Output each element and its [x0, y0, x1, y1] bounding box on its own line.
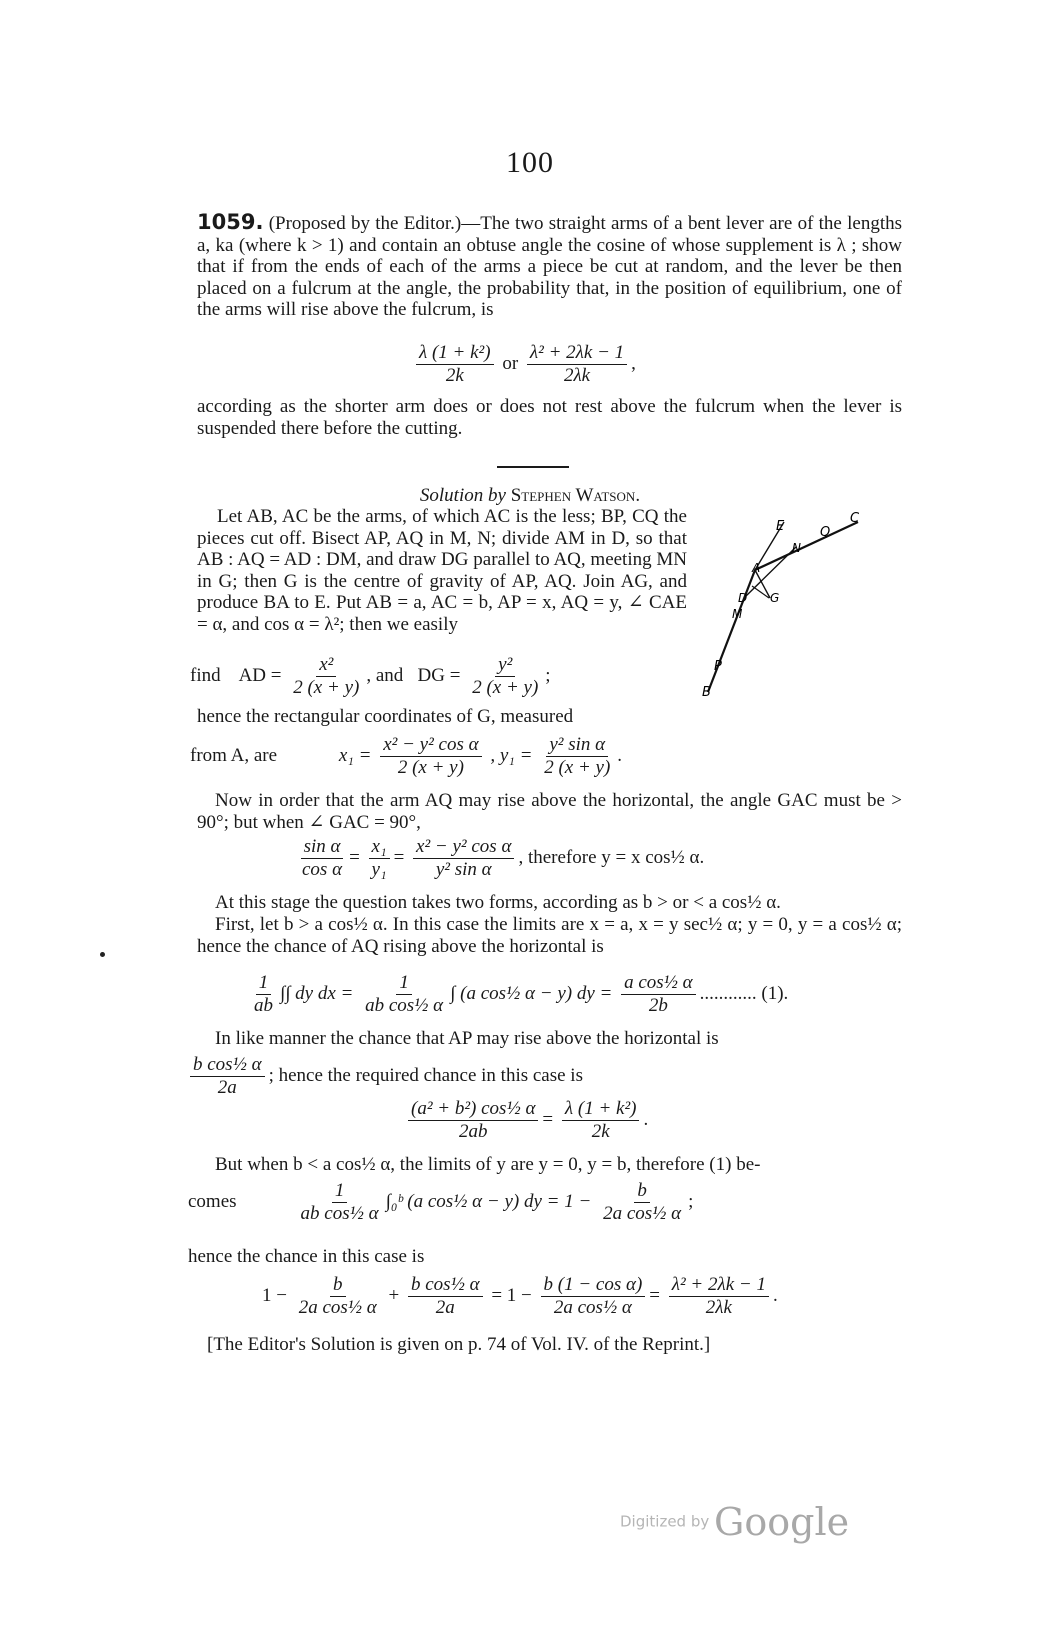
label-p: P [714, 659, 722, 674]
or-word: or [502, 352, 519, 374]
like2-text: ; hence the required chance in this case is [268, 1064, 583, 1086]
dg-lhs: DG = [417, 664, 461, 686]
eqb-den: y₁ [371, 859, 387, 880]
bec-d: ab cos½ α [300, 1203, 379, 1224]
label-q: Q [820, 525, 831, 540]
label-g: G [770, 591, 780, 605]
int1-body: ∫∫ dy dx = [280, 982, 354, 1004]
eqc-den: y² sin α [435, 859, 492, 880]
but-line: But when b < a cos½ α, the limits of y are y = 0, y = b, therefore (1) be- [215, 1154, 761, 1175]
coords-equation: from A, are x₁ = $\frac{\text{x² − y² cos α}}{2 (x + y)}$ , y₁ = $\frac{\text{y² sin α}}{2 (x + y)}$ . [190, 734, 623, 778]
eqb-num: x₁ [369, 836, 390, 859]
ad-dg-equation [190, 654, 551, 699]
and-word: , and [366, 664, 404, 686]
int3-n: a cos½ α [621, 972, 696, 995]
digitized-footer [620, 1500, 849, 1544]
becomes-equation: comes $\frac{1}{\text{ab cos½ α}}$ ∫₀ᵇ (a cos½ α − y) dy = 1 − $\frac{b}{\text{2a cos½ α}}$ ; [188, 1180, 694, 1224]
bec-n: 1 [332, 1180, 348, 1203]
int2-n: 1 [396, 972, 412, 995]
label-e: E [776, 519, 785, 534]
divider-rule [497, 466, 569, 468]
solution-author: Stephen Watson. [510, 485, 641, 506]
label-n: N [792, 541, 801, 555]
y1-lhs: , y₁ = [490, 744, 533, 766]
eqa-den: cos α [302, 859, 343, 880]
fin-one: 1 − [262, 1284, 287, 1306]
like2-equation [186, 1054, 583, 1099]
fin4-d: 2λk [705, 1297, 732, 1318]
problem-statement [197, 212, 902, 321]
fin2-d: 2a [435, 1297, 455, 1318]
ad-lhs: AD = [238, 664, 282, 686]
label-m: M [732, 607, 743, 621]
fin3-n: b (1 − cos α) [541, 1274, 646, 1297]
final-equation: 1 − $\frac{b}{\text{2a cos½ α}}$ + $\frac{\text{b cos½ α}}{2a}$ = 1 − $\frac{\text{b (1 − cos α)}}{\text{2a cos½ α}}$ = $\frac{\text{λ² + 2λk − 1}}{2\lambda k}$ . [262, 1274, 778, 1318]
int2-d: ab cos½ α [365, 995, 444, 1016]
bec2-d: 2a cos½ α [603, 1203, 682, 1224]
now-paragraph: Now in order that the arm AQ may rise above the horizontal, the angle GAC must be > 90°; but when ∠ GAC = 90°, [197, 790, 902, 833]
angle-equation: $\frac{\text{sin α}}{\text{cos α}}$ = $\frac{\text{x₁}}{\text{y₁}}$ = $\frac{\text{x² − y² cos α}}{\text{y² sin α}}$ , therefore y = x cos½ α. [295, 836, 704, 881]
problem-text: (Proposed by the Editor.)—The two straight arms of a bent lever are of the lengths a, ka (where k > 1) and contain an obtuse angle the cosine of whose supplement is λ ; show that if from the ends of each of the arms a piece be cut at random, and the lever be then placed on a fulcrum at the angle, the probability that, in the position of equilibrium, one of the arms will rise above the fulcrum, is [197, 213, 902, 321]
bec2-n: b [634, 1180, 650, 1203]
fin4-n: λ² + 2λk − 1 [669, 1274, 769, 1297]
becomes-word: comes [188, 1190, 237, 1212]
hence-chance: hence the chance in this case is [188, 1246, 425, 1267]
y1-den: 2 (x + y) [544, 757, 611, 778]
fin-plus: + [388, 1284, 400, 1306]
semi: ; [545, 664, 551, 686]
label-d: D [738, 591, 748, 605]
res1-num: (a² + b²) cos½ α [408, 1098, 538, 1121]
first-paragraph: First, let b > a cos½ α. In this case the limits are x = a, x = y sec½ α; y = 0, y = a cos½ α; hence the chance of AQ rising above the horizontal is [197, 914, 902, 957]
fin2-n: b cos½ α [408, 1274, 483, 1297]
hence-coords: hence the rectangular coordinates of G, measured [197, 706, 574, 727]
fin1-n: b [330, 1274, 346, 1297]
label-b: B [702, 685, 711, 700]
frac2-den: 2λk [563, 365, 591, 386]
find-label: find [190, 664, 221, 686]
fin3-d: 2a cos½ α [553, 1297, 632, 1318]
editor-note: [The Editor's Solution is given on p. 74 of Vol. IV. of the Reprint.] [207, 1334, 711, 1355]
probability-formula: $\frac{\text{λ (1 + k²)}}{2k}$ or $\frac{\text{λ² + 2λk − 1}}{2\lambda k}$ , [412, 342, 636, 387]
digitized-text: Digitized by [620, 1512, 710, 1531]
bec-body: ∫₀ᵇ (a cos½ α − y) dy = 1 − [385, 1190, 592, 1212]
ad-den: 2 (x + y) [293, 677, 360, 698]
fin1-d: 2a cos½ α [298, 1297, 377, 1318]
x1-num: x² − y² cos α [380, 734, 481, 757]
dg-num: y² [495, 654, 515, 677]
int1-d: ab [254, 995, 273, 1016]
int2-body: ∫ (a cos½ α − y) dy = [450, 982, 613, 1004]
frac2-num: λ² + 2λk − 1 [527, 342, 627, 365]
frac1-num: λ (1 + k²) [416, 342, 494, 365]
res1-den: 2ab [458, 1121, 488, 1142]
eqc-num: x² − y² cos α [413, 836, 514, 859]
x1-den: 2 (x + y) [397, 757, 464, 778]
from-a: from A, are [190, 744, 278, 766]
integral-equation [247, 972, 788, 1017]
fin-eq: = 1 − [491, 1284, 532, 1306]
frac1-den: 2k [445, 365, 464, 386]
like2-num: b cos½ α [190, 1054, 265, 1077]
solution-intro: Let AB, AC be the arms, of which AC is the less; BP, CQ the pieces cut off. Bisect AP, AQ in M, N; divide AM in D, so that AB : AQ = AD : DM, and draw DG parallel to AQ, meeting MN in G; then G is the centre of gravity of AP, AQ. Join AG, and produce BA to E. Put AB = a, AC = b, AP = x, AQ = y, ∠ CAE = α, and cos α = λ²; then we easily [197, 506, 687, 635]
therefore-text: , therefore y = x cos½ α. [518, 846, 705, 868]
margin-dot [100, 952, 105, 957]
arm-ac [755, 522, 858, 570]
page-number: 100 [506, 146, 554, 179]
x1-lhs: x₁ = [338, 744, 372, 766]
res2-den: 2k [591, 1121, 610, 1142]
dg-den: 2 (x + y) [472, 677, 539, 698]
ad-num: x² [316, 654, 336, 677]
like2-den: 2a [217, 1077, 237, 1098]
result1-equation: $\frac{\text{(a² + b²) cos½ α}}{2ab}$ = $\frac{\text{λ (1 + k²)}}{2k}$ . [404, 1098, 648, 1143]
solution-heading [0, 485, 1060, 507]
label-a: A [752, 561, 761, 575]
google-logo: Google [714, 1500, 850, 1544]
y1-num: y² sin α [546, 734, 608, 757]
lever-diagram [700, 500, 880, 710]
like-paragraph: In like manner the chance that AP may rise above the horizontal is [215, 1028, 719, 1049]
eqa-num: sin α [301, 836, 344, 859]
problem-number: 1059. [197, 210, 264, 234]
stage-line: At this stage the question takes two forms, according as b > or < a cos½ α. [215, 892, 781, 913]
solution-heading-prefix: Solution by [419, 485, 506, 506]
label-c: C [850, 511, 860, 526]
int1-n: 1 [256, 972, 272, 995]
res2-num: λ (1 + k²) [562, 1098, 640, 1121]
int3-d: 2b [648, 995, 668, 1016]
problem-after: according as the shorter arm does or does not rest above the fulcrum when the lever is suspended there before the cutting. [197, 396, 902, 439]
int-tag: ............ (1). [699, 982, 789, 1004]
